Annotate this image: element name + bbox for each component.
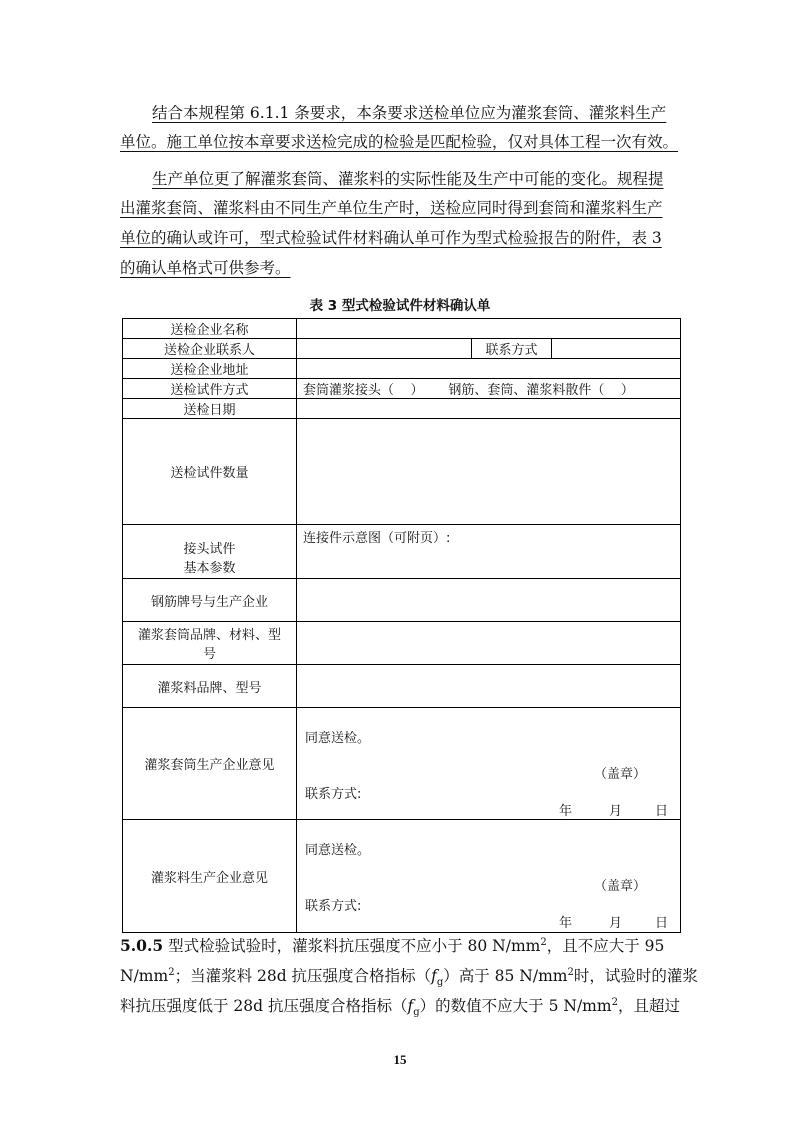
symbol-f: f	[407, 997, 414, 1015]
grout-field[interactable]	[297, 665, 681, 708]
table-row	[123, 622, 681, 665]
table-row	[123, 665, 681, 708]
rebar-field[interactable]	[297, 579, 681, 622]
grout-day-text: 日	[655, 916, 669, 931]
sleeve-field[interactable]	[297, 622, 681, 665]
para2-line2: 出灌浆套筒、灌浆料由不同生产单位生产时，送检应同时得到套筒和灌浆料生产	[120, 199, 663, 217]
grout-agree-text: 同意送检。	[305, 843, 371, 858]
sleeve-month-text: 月	[609, 804, 623, 819]
sleeve-day-text: 日	[655, 804, 669, 819]
grout-label: 灌浆料品牌、型号	[123, 665, 297, 708]
specimen-method-field[interactable]: 套筒灌浆接头（ ） 钢筋、套筒、灌浆料散件（ ）	[297, 379, 681, 399]
clause-line3-a: 料抗压强度低于 28d 抗压强度合格指标（	[120, 997, 408, 1015]
contact-method-field[interactable]	[552, 339, 681, 359]
sleeve-opinion-label: 灌浆套筒生产企业意见	[123, 708, 297, 820]
para2-line3: 单位的确认或许可，型式检验试件材料确认单可作为型式检验报告的附件，表 3	[120, 229, 662, 247]
sleeve-opinion-field[interactable]	[297, 708, 681, 820]
clause-line2-d: 时，试验时的灌浆	[573, 967, 698, 985]
joint-params-label	[123, 525, 297, 579]
sleeve-seal-text: （盖章）	[594, 767, 647, 782]
clause-line2-c: ）高于 85 N/mm	[443, 967, 568, 985]
page-number: 15	[393, 1052, 407, 1067]
company-name-label: 送检企业名称	[123, 319, 297, 339]
contact-person-field[interactable]	[297, 339, 472, 359]
clause-line3-b: ）的数值不应大于 5 N/mm	[419, 997, 612, 1015]
clause-line3-c: ，且超过	[617, 997, 680, 1015]
sup-2: 2	[540, 936, 547, 948]
table-row	[123, 419, 681, 525]
subscript-g: g	[413, 1007, 420, 1019]
para1-line1: 结合本规程第 6.1.1 条要求，本条要求送检单位应为灌浆套筒、灌浆料生产	[152, 104, 667, 122]
para2-line4: 的确认单格式可供参考。	[120, 259, 291, 277]
subscript-g: g	[436, 977, 444, 989]
clause-line3	[120, 994, 680, 1018]
para1-line2: 单位。施工单位按本章要求送检完成的检验是匹配检验，仅对具体工程一次有效。	[120, 133, 679, 151]
clause-line1-text: 型式检验试验时，灌浆料抗压强度不应小于 80 N/mm	[163, 937, 541, 955]
table-row	[123, 359, 681, 379]
table-row	[123, 525, 681, 579]
sleeve-agree-text: 同意送检。	[305, 731, 371, 746]
table-row	[123, 339, 681, 359]
table-row	[123, 399, 681, 419]
sleeve-label-line2: 号	[202, 647, 216, 662]
joint-params-label-line1: 接头试件	[183, 541, 236, 557]
sup-2: 2	[168, 966, 175, 978]
unit-text: N/mm	[120, 967, 169, 985]
clause-line1-tail: ，且不应大于 95	[546, 937, 665, 955]
quantity-field[interactable]	[297, 419, 681, 525]
sleeve-year-text: 年	[559, 804, 573, 819]
table-caption: 表 3 型式检验试件材料确认单	[309, 298, 491, 314]
sup-2: 2	[567, 966, 574, 978]
grout-seal-text: （盖章）	[594, 879, 647, 894]
table-row	[123, 708, 681, 820]
grout-month-text: 月	[609, 916, 623, 931]
grout-opinion-label: 灌浆料生产企业意见	[123, 820, 297, 933]
sleeve-label	[123, 622, 297, 665]
rebar-label: 钢筋牌号与生产企业	[123, 579, 297, 622]
specimen-method-label: 送检试件方式	[123, 379, 297, 399]
grout-contact-text: 联系方式:	[305, 899, 362, 914]
contact-method-label: 联系方式	[472, 339, 552, 359]
company-name-field[interactable]	[297, 319, 681, 339]
joint-params-label-line2: 基本参数	[183, 560, 236, 576]
company-address-label: 送检企业地址	[123, 359, 297, 379]
table-row	[123, 379, 681, 399]
company-address-field[interactable]	[297, 359, 681, 379]
table-row	[123, 579, 681, 622]
grout-opinion-field[interactable]	[297, 820, 681, 933]
clause-line2	[120, 964, 698, 988]
symbol-f: f	[431, 967, 437, 985]
para2-line1: 生产单位更了解灌浆套筒、灌浆料的实际性能及生产中可能的变化。规程提	[152, 170, 664, 188]
sleeve-contact-text: 联系方式:	[305, 787, 362, 802]
material-confirmation-table	[122, 318, 681, 933]
date-label: 送检日期	[123, 399, 297, 419]
clause-line1	[120, 934, 664, 956]
date-field[interactable]	[297, 399, 681, 419]
table-row	[123, 820, 681, 933]
quantity-label: 送检试件数量	[123, 419, 297, 525]
sup-2: 2	[611, 996, 618, 1008]
clause-line2-b: ；当灌浆料 28d 抗压强度合格指标（	[174, 967, 432, 985]
joint-params-field[interactable]: 连接件示意图（可附页）:	[297, 525, 681, 579]
table-row	[123, 319, 681, 339]
grout-year-text: 年	[559, 916, 573, 931]
sleeve-label-line1: 灌浆套筒品牌、材料、型	[137, 628, 281, 643]
contact-person-label: 送检企业联系人	[123, 339, 297, 359]
clause-number: 5.0.5	[120, 936, 164, 955]
